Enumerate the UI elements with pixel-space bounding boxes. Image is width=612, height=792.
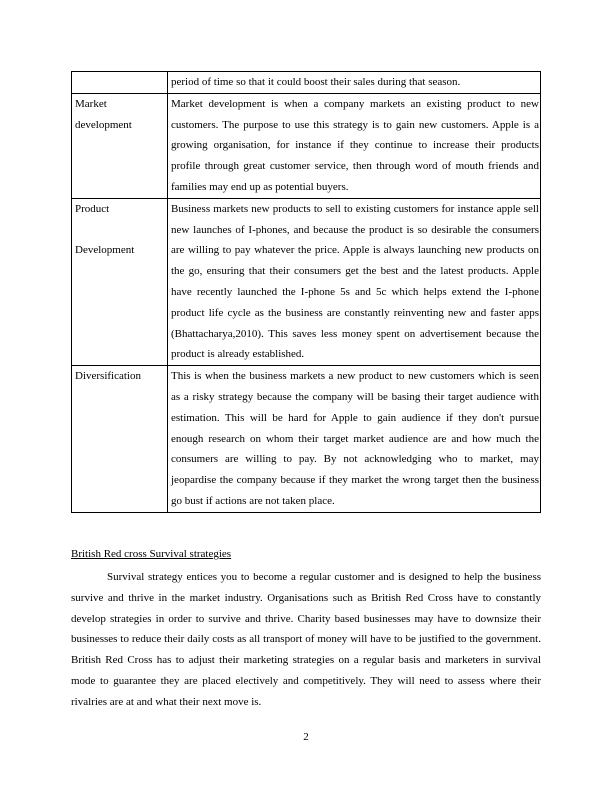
strategy-label: Development — [75, 244, 135, 257]
table-row — [72, 72, 541, 94]
strategy-label-cell — [72, 72, 168, 94]
table-row — [72, 198, 541, 365]
strategy-description: period of time so that it could boost their sales during that season. — [168, 72, 541, 94]
strategy-description: Market development is when a company markets an existing product to new customers. The purpose to use this strategy is to gain new customers. Apple is a growing organisation, for instance if they continue to increase their products profile through great customer service, then through word of mouth friends and families may end up as potential buyers. — [168, 93, 541, 198]
table-row — [72, 93, 541, 198]
strategy-label: Diversification — [75, 370, 141, 383]
strategy-label-cell — [72, 366, 168, 513]
strategy-description: This is when the business markets a new product to new customers which is seen as a risky strategy because the company will be basing their target audience with estimation. This will be hard for Apple to gain audience if they don't pursue enough research on whom their target market audience are and how much the consumers are willing to pay. By not acknowledging who to market, may jeopardise the company because if they market the wrong target then the business go bust if actions are not taken place. — [168, 366, 541, 513]
strategy-table — [71, 71, 541, 513]
page-number: 2 — [303, 731, 309, 743]
strategy-label: Product — [75, 202, 110, 215]
strategy-description: Business markets new products to sell to existing customers for instance apple sell new launches of I-phones, and because the product is so desirable the consumers are willing to pay whatever the price. Apple is always launching new products on the go, ensuring that their consumers get the best and the latest products. Apple have recently launched the I-phone 5s and 5c which helps extend the I-phone product life cycle as the business are constantly reinventing new and faster apps (Bhattacharya,2010). This saves less money spent on advertisement because the product is already established. — [168, 198, 541, 365]
strategy-label: development — [75, 118, 132, 131]
table-row — [72, 366, 541, 513]
strategy-label-cell — [72, 93, 168, 198]
section-heading: British Red cross Survival strategies — [71, 548, 232, 560]
strategy-label-cell — [72, 198, 168, 365]
body-paragraph: Survival strategy entices you to become a regular customer and is designed to help the business survive and thrive in the market industry. Organisations such as British Red Cross have to constantly develop strategies in order to survive and thrive. Charity based businesses may have to downsize their businesses to reduce their daily costs as all transport of money will have to be justified to the government. British Red Cross has to adjust their marketing strategies on a regular basis and marketers in survival mode to guarantee they are placed electively and competitively. They will need to assess where their rivalries are at and what their next move is. — [71, 571, 541, 708]
strategy-label: Market — [75, 97, 107, 110]
